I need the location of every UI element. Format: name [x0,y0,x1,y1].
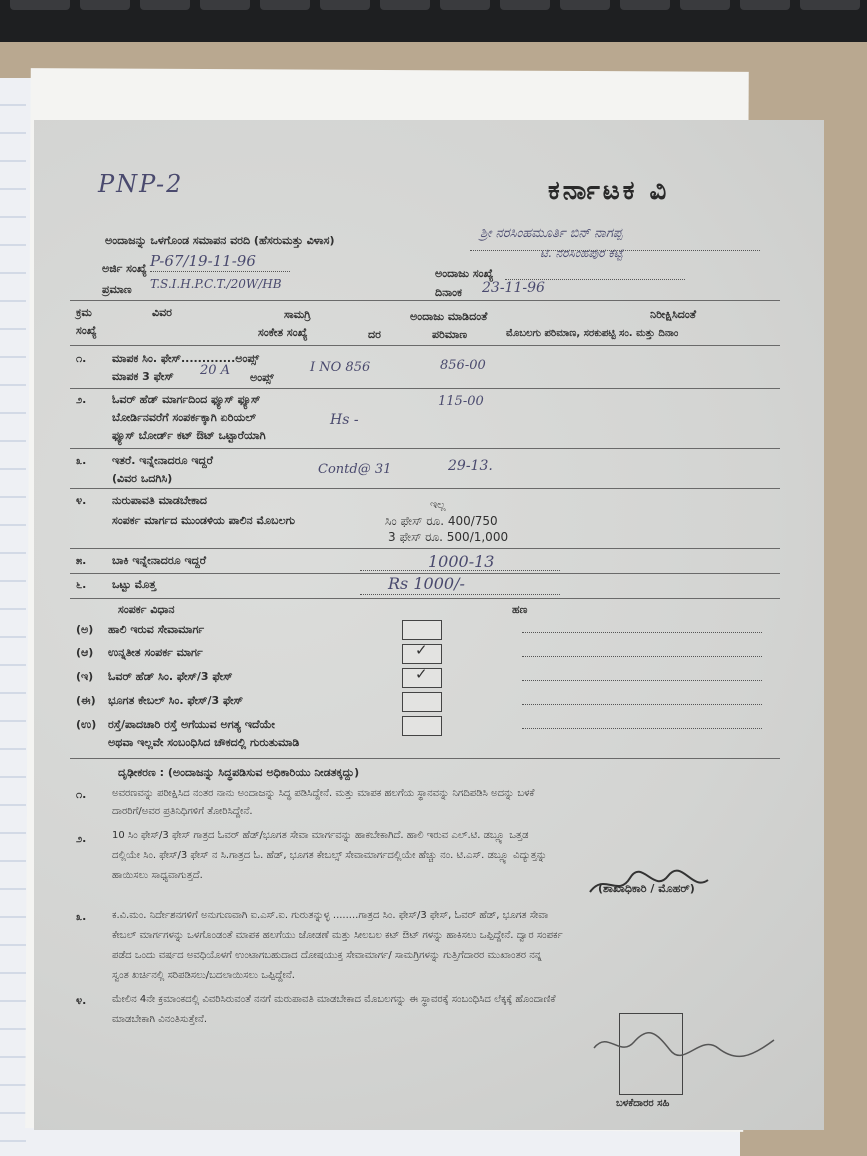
opt4-mark: (ಈ) [76,694,96,707]
opt5-label-line2: ಅಥವಾ ಇಲ್ಲವೇ ಸಂಬಂಧಿಸಿದ ಚೌಕದಲ್ಲಿ ಗುರುತುಮಾಡಿ [108,736,300,749]
date-value: 23-11-96 [482,280,545,296]
cert-title: ದೃಢೀಕರಣ : (ಅಂದಾಜನ್ನು ಸಿದ್ಧಪಡಿಸುವ ಅಧಿಕಾರಿಯು ನೀಡತಕ್ಕದ್ದು) [118,766,360,779]
col-nirikshisidante: ನಿರೀಕ್ಷಿಸಿದಂತೆ [650,308,697,321]
cert-p4-no: ೪. [76,994,87,1007]
opt1-mark: (ಅ) [76,623,94,636]
col-dara: ದರ [368,328,381,341]
row2-line3: ಫ್ಯೂಸ್ ಬೋರ್ಡ್ ಕಟ್ ಔಟ್ ಒಟ್ಟಾರೆಯಾಗಿ [112,429,266,442]
opt2-label: ಉನ್ನತೀತ ಸಂಪರ್ಕ ಮಾರ್ಗ [108,646,203,659]
opt2-mark: (ಆ) [76,646,94,659]
cert-p2-line2: ದಲ್ಲಿಯೇ ಸಿಂ. ಫೇಸ್/3 ಫೇಸ್ ನ ಸಿ.ಗಾತ್ರದ ಓ. ಹೆಡ್, ಭೂಗತ ಕೇಬಲ್ಸ್ ಸೇವಾಮಾರ್ಗದಲ್ಲಿಯೇ ಹೆಚ್ಚು ನಂ. ಟಿ.ಎಸ್. ಡಬ್ಲ್ಯೂ ವಿದ್ಯುತ್ತನ್ನು [112,850,547,861]
col-vivara: ವಿವರ [152,306,172,319]
applicant-address: ಟಿ. ನರಸಿಂಹಪುರ ಕಟ್ಟೆ [540,246,624,260]
row4-fee-single: ಸಿಂ ಫೇಸ್ ರೂ. 400/750 [385,514,498,528]
opt1-checkbox[interactable] [402,620,442,640]
opt5-checkbox[interactable] [402,716,442,736]
row3-line1: ಇತರೆ. ಇನ್ನೇನಾದರೂ ಇದ್ದರೆ [112,454,213,467]
row2-code: Hs - [330,412,359,428]
col-motta: ಮೊಬಲಗು ಪರಿಮಾಣ, ಸರಕುಪಟ್ಟಿ ಸಂ. ಮತ್ತು ದಿನಾಂ [506,328,679,339]
opt3-check-icon: ✓ [415,665,428,683]
col-kram: ಕ್ರಮ [76,306,92,319]
date-label: ದಿನಾಂಕ [435,286,462,299]
row3-no: ೩. [76,454,87,467]
officer-seal-label: (ಶಾಖಾಧಿಕಾರಿ / ಮೊಹರ್) [598,882,695,895]
form-code: PNP-2 [98,170,184,198]
header-title: ಕರ್ನಾಟಕ ವಿ [548,176,670,206]
row6-no: ೬. [76,578,87,591]
cert-p1-no: ೧. [76,788,87,801]
cert-p3-no: ೩. [76,910,87,923]
row5-line1: ಬಾಕಿ ಇನ್ನೇನಾದರೂ ಇದ್ದರೆ [112,554,207,567]
row4-illa: ಇಲ್ಲ [430,498,446,511]
row1-amount: 856-00 [440,358,486,373]
col-andaju: ಅಂದಾಜು ಮಾಡಿದಂತೆ [410,310,488,323]
opt4-label: ಭೂಗತ ಕೇಬಲ್ ಸಿಂ. ಫೇಸ್/3 ಫೇಸ್ [108,694,244,707]
application-no-label: ಅರ್ಜಿ ಸಂಖ್ಯೆ [102,262,147,275]
opt3-mark: (ಇ) [76,670,94,683]
col-sanketa: ಸಂಕೇತ ಸಂಖ್ಯೆ [258,326,308,339]
row4-line1: ನುರುಪಾವತಿ ಮಾಡಬೇಕಾದ [112,494,207,507]
row5-amount: 1000-13 [428,552,495,571]
officer-signature [584,868,714,902]
row6-line1: ಒಟ್ಟು ಮೊತ್ತ [112,578,156,591]
row1-line2-tail: ಅಂಪ್ಸ್ [250,371,274,384]
row1-amps: 20 A [200,363,231,378]
cert-p1-line1: ಅವರಣವನ್ನು ಪರೀಕ್ಷಿಸಿದ ನಂತರ ನಾನು ಅಂದಾಜನ್ನು ಸಿದ್ಧ ಪಡಿಸಿದ್ದೇನೆ. ಮತ್ತು ಮಾಪಕ ಹಲಗೆಯ ಸ್ಥಾನವನ್ನು ನಿಗದಿಪಡಿಸಿ ಅದನ್ನು ಬಳಕೆ [112,788,535,799]
row4-fee-three: 3 ಫೇಸ್ ರೂ. 500/1,000 [388,530,509,544]
row3-amount: 29-13. [448,458,493,474]
opt5-label: ರಸ್ತೆ/ಪಾದಚಾರಿ ರಸ್ತೆ ಅಗೆಯುವ ಅಗತ್ಯ ಇದೆಯೇ [108,718,275,731]
row2-line2: ಬೋರ್ಡಿನವರೆಗೆ ಸಂಪರ್ಕಕ್ಕಾಗಿ ಏರಿಯಲ್ [112,411,256,424]
row1-line1: ಮಾಪಕ ಸಿಂ. ಫೇಸ್.............ಅಂಪ್ಸ್ [112,352,260,365]
applicant-label: ಅಂದಾಜನ್ನು ಒಳಗೊಂಡ ಸಮಾಪನ ವರದಿ (ಹೆಸರುಮತ್ತು ವಿಳಾಸ) [105,234,335,247]
cert-p2-line1: 10 ಸಿಂ ಫೇಸ್/3 ಫೇಸ್ ಗಾತ್ರದ ಓವರ್ ಹೆಡ್/ಭೂಗತ ಸೇವಾ ಮಾರ್ಗವನ್ನು ಹಾಕಬೇಕಾಗಿದೆ. ಹಾಲಿ ಇರುವ ಎಲ್.ಟಿ. ಡಬ್ಲ್ಯೂ ಒತ್ತಡ [112,830,529,841]
opt1-label: ಹಾಲಿ ಇರುವ ಸೇವಾಮಾರ್ಗ [108,623,205,636]
row1-code: I NO 856 [310,360,371,375]
application-no-value: P-67/19-11-96 [150,252,256,270]
connection-hana: ಹಣ [512,603,528,616]
cert-p1-line2: ದಾರರಿಗೆ/ಅವರ ಪ್ರತಿನಿಧಿಗಳಿಗೆ ತೋರಿಸಿದ್ದೇನೆ. [112,806,253,817]
cert-p2-no: ೨. [76,832,87,845]
pramana-label: ಪ್ರಮಾಣ [102,283,132,296]
cert-p3-line2: ಕೇಬಲ್ ಮಾರ್ಗಗಳನ್ನು ಒಳಗೊಂಡಂತೆ ಮಾಪಕ ಹಲಗೆಯು ಜೋಡಣೆ ಮತ್ತು ಸೀಲಬಲ ಕಟ್ ಔಟ್ ಗಳನ್ನು ಹಾಕಿಸಲು ಒಪ್ಪಿದ್ದೇನೆ. ದ್ವಾರ ಸಂಪರ್ಕ [112,930,563,941]
consumer-sign-label: ಬಳಕೆದಾರರ ಸಹಿ [616,1098,670,1109]
applicant-name: ಶ್ರೀ ನರಸಿಂಹಮೂರ್ತಿ ಬಿನ್ ನಾಗಪ್ಪ [480,226,623,241]
row2-line1: ಓವರ್ ಹೆಡ್ ಮಾರ್ಗದಿಂದ ಫ್ಯೂಸ್ ಫ್ಯೂಸ್ [112,393,261,406]
row2-no: ೨. [76,393,87,406]
cert-p4-line1: ಮೇಲಿನ 4ನೇ ಕ್ರಮಾಂಕದಲ್ಲಿ ವಿವರಿಸಿರುವಂತೆ ನನಗೆ ಮರುಪಾವತಿ ಮಾಡಬೇಕಾದ ಮೊಬಲಗನ್ನು ಈ ಸ್ಥಾವರಕ್ಕೆ ಸಂಬಂಧಿಸಿದ ಲೆಕ್ಕಕ್ಕೆ ಹೊಂದಾಣಿಕೆ [112,994,556,1005]
connection-title: ಸಂಪರ್ಕ ವಿಧಾನ [118,603,175,616]
notebook-ruled-margin [0,78,26,1156]
row3-line2: (ವಿವರ ಒದಗಿಸಿ) [112,472,173,485]
col-parimana: ಪರಿಮಾಣ [432,328,468,341]
opt2-check-icon: ✓ [415,641,428,659]
estimate-no-label: ಅಂದಾಜು ಸಂಖ್ಯೆ [435,267,494,280]
row2-amount: 115-00 [438,394,484,409]
opt3-label: ಓವರ್ ಹೆಡ್ ಸಿಂ. ಫೇಸ್/3 ಫೇಸ್ [108,670,233,683]
cert-p4-line2: ಮಾಡಬೇಕಾಗಿ ವಿನಂತಿಸುತ್ತೇನೆ. [112,1014,207,1025]
cert-p3-line3: ಪಡೆದ ಒಂದು ವರ್ಷದ ಅವಧಿಯೊಳಗೆ ಉಂಟಾಗಬಹುದಾದ ದೋಷಯುಕ್ತ ಸೇವಾಮಾರ್ಗ/ ಸಾಮಗ್ರಿಗಳನ್ನು ಗುತ್ತಿಗೆದಾರರ ಮುಖಾಂತರ ನನ್ನ [112,950,542,961]
cert-p2-line3: ಹಾಯಿಸಲು ಸಾಧ್ಯವಾಗುತ್ತದೆ. [112,870,203,881]
col-sankhye: ಸಂಖ್ಯೆ [76,324,97,337]
consumer-signature [590,1028,780,1064]
row6-amount: Rs 1000/- [388,574,465,593]
row1-no: ೧. [76,352,87,365]
row1-line2: ಮಾಪಕ 3 ಫೇಸ್ [112,370,174,383]
row4-line2: ಸಂಪರ್ಕ ಮಾರ್ಗದ ಮುಂಡಳಿಯ ಪಾಲಿನ ಮೊಬಲಗು [112,514,296,527]
keyboard [0,0,867,42]
cert-p3-line4: ಸ್ವಂತ ಖರ್ಚಿನಲ್ಲಿ ಸರಿಪಡಿಸಲು/ಬದಲಾಯಿಸಲು ಒಪ್ಪಿದ್ದೇನೆ. [112,970,295,981]
cert-p3-line1: ಕ.ವಿ.ಮಂ. ನಿರ್ದೇಶನಗಳಿಗೆ ಅನುಗುಣವಾಗಿ ಐ.ಎಸ್.ಐ. ಗುರುತನ್ನುಳ್ಳ ........ಗಾತ್ರದ ಸಿಂ. ಫೇಸ್/3 ಫೇಸ್, ಓವರ್ ಹೆಡ್, ಭೂಗತ ಸೇವಾ [112,910,549,921]
row4-no: ೪. [76,494,87,507]
row5-no: ೫. [76,554,87,567]
col-samagri: ಸಾಮಗ್ರಿ [284,308,311,321]
row3-code: Contd@ 31 [318,462,392,477]
pramana-value: T.S.I.H.P.C.T./20W/HB [150,277,282,291]
opt4-checkbox[interactable] [402,692,442,712]
opt5-mark: (ಉ) [76,718,97,731]
